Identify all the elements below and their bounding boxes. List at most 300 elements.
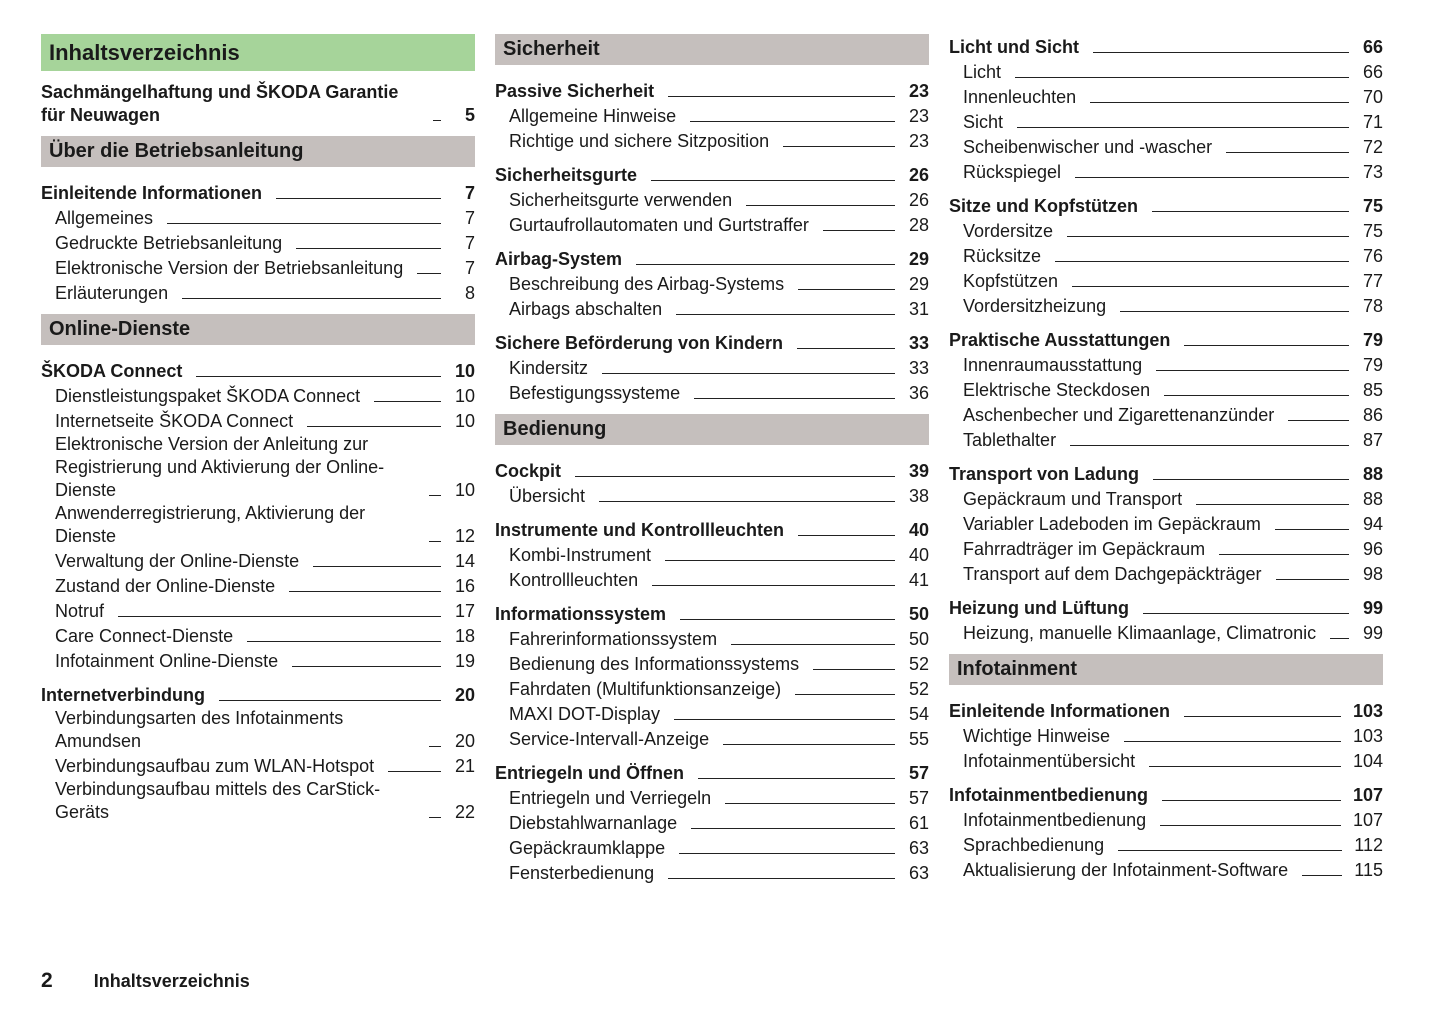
toc-page-number: 7 bbox=[464, 183, 475, 203]
leader-line bbox=[296, 248, 441, 249]
leader-line bbox=[1153, 479, 1349, 480]
toc-group bbox=[495, 458, 929, 508]
toc-page-number: 8 bbox=[464, 283, 475, 303]
toc-subentry[interactable] bbox=[949, 109, 1383, 134]
leader-line bbox=[725, 803, 895, 804]
leader-line bbox=[599, 501, 895, 502]
toc-page-number: 28 bbox=[908, 215, 929, 235]
toc-group bbox=[949, 34, 1383, 184]
toc-entry-title: Richtige und sichere Sitzposition bbox=[509, 131, 770, 151]
leader-line bbox=[665, 560, 895, 561]
toc-subentry[interactable] bbox=[41, 502, 475, 548]
toc-chapter-entry[interactable] bbox=[495, 162, 929, 187]
leader-line bbox=[723, 744, 895, 745]
toc-page-number: 40 bbox=[908, 545, 929, 565]
leader-line bbox=[797, 348, 895, 349]
toc-column-2 bbox=[495, 34, 929, 894]
toc-entry-title: Internetseite ŠKODA Connect bbox=[55, 411, 294, 431]
toc-entry-title: Übersicht bbox=[509, 486, 586, 506]
leader-line bbox=[429, 746, 441, 747]
toc-chapter-entry[interactable] bbox=[495, 246, 929, 271]
toc-entry-title: Kindersitz bbox=[509, 358, 589, 378]
toc-page-number: 79 bbox=[1362, 330, 1383, 350]
toc-chapter-entry[interactable] bbox=[495, 760, 929, 785]
toc-subentry[interactable] bbox=[41, 753, 475, 778]
toc-group bbox=[949, 698, 1383, 773]
toc-subentry[interactable] bbox=[41, 778, 475, 824]
toc-subentry[interactable] bbox=[41, 280, 475, 305]
toc-page-number: 23 bbox=[908, 131, 929, 151]
toc-subentry[interactable] bbox=[495, 380, 929, 405]
toc-entry-title: Innenleuchten bbox=[963, 87, 1077, 107]
toc-entry-title: Anwenderregistrierung, Aktivierung der Dienste bbox=[55, 503, 366, 546]
toc-page-number: 50 bbox=[908, 604, 929, 624]
toc-entry-title: Zustand der Online-Dienste bbox=[55, 576, 276, 596]
toc-chapter-entry[interactable] bbox=[949, 782, 1383, 807]
toc-page-number: 78 bbox=[1362, 296, 1383, 316]
toc-entry-title: Kopfstützen bbox=[963, 271, 1059, 291]
toc-page-number: 71 bbox=[1362, 112, 1383, 132]
toc-chapter-entry[interactable] bbox=[949, 34, 1383, 59]
leader-line bbox=[636, 264, 895, 265]
toc-group bbox=[949, 782, 1383, 882]
toc-subentry[interactable] bbox=[949, 218, 1383, 243]
toc-page-number: 75 bbox=[1362, 221, 1383, 241]
toc-group bbox=[41, 180, 475, 305]
toc-page-number: 63 bbox=[908, 863, 929, 883]
toc-page-number: 10 bbox=[454, 386, 475, 406]
toc-page-number: 41 bbox=[908, 570, 929, 590]
toc-page-number: 33 bbox=[908, 358, 929, 378]
leader-line bbox=[1118, 850, 1342, 851]
toc-entry-title: Gedruckte Betriebsanleitung bbox=[55, 233, 283, 253]
toc-entry-title: Transport von Ladung bbox=[949, 464, 1140, 484]
toc-page-number: 14 bbox=[454, 551, 475, 571]
toc-subentry[interactable] bbox=[495, 726, 929, 751]
toc-entry-title: Diebstahlwarnanlage bbox=[509, 813, 678, 833]
leader-line bbox=[1070, 445, 1349, 446]
toc-page-number: 52 bbox=[908, 679, 929, 699]
toc-subentry[interactable] bbox=[949, 377, 1383, 402]
leader-line bbox=[1330, 638, 1349, 639]
leader-line bbox=[429, 817, 441, 818]
toc-entry-title: Kontrollleuchten bbox=[509, 570, 639, 590]
toc-entry-title: Allgemeine Hinweise bbox=[509, 106, 677, 126]
toc-subentry[interactable] bbox=[495, 542, 929, 567]
toc-page-number: 33 bbox=[908, 333, 929, 353]
toc-page-number: 31 bbox=[908, 299, 929, 319]
toc-subentry[interactable] bbox=[949, 402, 1383, 427]
leader-line bbox=[182, 298, 441, 299]
toc-chapter-entry[interactable] bbox=[949, 461, 1383, 486]
toc-entry-title: Sichere Beförderung von Kindern bbox=[495, 333, 784, 353]
toc-page-number: 87 bbox=[1362, 430, 1383, 450]
section-header: Infotainment bbox=[949, 654, 1383, 685]
toc-page-number: 23 bbox=[908, 106, 929, 126]
toc-subentry[interactable] bbox=[495, 701, 929, 726]
toc-page-number: 107 bbox=[1352, 785, 1383, 805]
toc-group bbox=[949, 327, 1383, 452]
leader-line bbox=[691, 828, 895, 829]
toc-subentry[interactable] bbox=[41, 707, 475, 753]
toc-page-number: 29 bbox=[908, 274, 929, 294]
toc-subentry[interactable] bbox=[495, 355, 929, 380]
leader-line bbox=[680, 619, 895, 620]
toc-entry-title: Gepäckraumklappe bbox=[509, 838, 666, 858]
toc-page-number: 70 bbox=[1362, 87, 1383, 107]
toc-page-number: 104 bbox=[1352, 751, 1383, 771]
toc-entry-title: Airbag-System bbox=[495, 249, 623, 269]
toc-chapter-entry[interactable] bbox=[41, 180, 475, 205]
toc-page-number: 26 bbox=[908, 190, 929, 210]
toc-page-number: 55 bbox=[908, 729, 929, 749]
toc-subentry[interactable] bbox=[495, 567, 929, 592]
leader-line bbox=[1143, 613, 1349, 614]
toc-group bbox=[41, 358, 475, 673]
leader-line bbox=[1090, 102, 1349, 103]
toc-entry-title: Licht bbox=[963, 62, 1002, 82]
toc-page-number: 99 bbox=[1362, 598, 1383, 618]
toc-group bbox=[495, 517, 929, 592]
toc-subentry[interactable] bbox=[949, 723, 1383, 748]
toc-subentry[interactable] bbox=[949, 620, 1383, 645]
toc-entry-title: Entriegeln und Öffnen bbox=[495, 763, 684, 783]
leader-line bbox=[823, 230, 895, 231]
leader-line bbox=[1302, 875, 1342, 876]
page-footer bbox=[41, 969, 250, 993]
leader-line bbox=[798, 535, 895, 536]
leader-line bbox=[1219, 554, 1349, 555]
toc-entry-title: Heizung und Lüftung bbox=[949, 598, 1129, 618]
leader-line bbox=[1164, 395, 1349, 396]
toc-entry-title: Praktische Ausstattungen bbox=[949, 330, 1171, 350]
toc-page-number: 26 bbox=[908, 165, 929, 185]
toc-subentry[interactable] bbox=[41, 255, 475, 280]
toc-subentry[interactable] bbox=[495, 676, 929, 701]
toc-chapter-entry[interactable] bbox=[495, 78, 929, 103]
toc-page-number: 10 bbox=[454, 411, 475, 431]
toc-group bbox=[949, 193, 1383, 318]
toc-subentry[interactable] bbox=[949, 807, 1383, 832]
leader-line bbox=[1015, 77, 1349, 78]
toc-page-number: 29 bbox=[908, 249, 929, 269]
toc-page-number: 66 bbox=[1362, 37, 1383, 57]
toc-entry-title: Befestigungssysteme bbox=[509, 383, 681, 403]
toc-page-number: 76 bbox=[1362, 246, 1383, 266]
toc-chapter-entry[interactable] bbox=[949, 193, 1383, 218]
toc-page-number: 98 bbox=[1362, 564, 1383, 584]
toc-group bbox=[41, 682, 475, 824]
toc-page-number: 112 bbox=[1354, 835, 1383, 855]
toc-entry-title: Passive Sicherheit bbox=[495, 81, 655, 101]
toc-subentry[interactable] bbox=[41, 623, 475, 648]
section-header: Über die Betriebsanleitung bbox=[41, 136, 475, 167]
toc-page-number: 10 bbox=[454, 361, 475, 381]
leader-line bbox=[219, 700, 441, 701]
leader-line bbox=[698, 778, 895, 779]
toc-page-number: 20 bbox=[454, 731, 475, 751]
toc-page-number: 73 bbox=[1362, 162, 1383, 182]
leader-line bbox=[429, 541, 441, 542]
toc-page-number: 50 bbox=[908, 629, 929, 649]
leader-line bbox=[1017, 127, 1349, 128]
toc-page-number: 75 bbox=[1362, 196, 1383, 216]
toc-page-number: 39 bbox=[908, 461, 929, 481]
toc-subentry[interactable] bbox=[949, 243, 1383, 268]
toc-group bbox=[41, 81, 475, 127]
toc-entry-title: Service-Intervall-Anzeige bbox=[509, 729, 710, 749]
toc-subentry[interactable] bbox=[41, 573, 475, 598]
leader-line bbox=[1276, 579, 1350, 580]
toc-page-number: 52 bbox=[908, 654, 929, 674]
toc-chapter-entry[interactable] bbox=[41, 358, 475, 383]
toc-page-number: 115 bbox=[1354, 860, 1383, 880]
leader-line bbox=[247, 641, 441, 642]
toc-subentry[interactable] bbox=[41, 205, 475, 230]
toc-group bbox=[495, 78, 929, 153]
toc-subentry[interactable] bbox=[41, 433, 475, 502]
toc-page-number: 66 bbox=[1362, 62, 1383, 82]
toc-entry-title: Care Connect-Dienste bbox=[55, 626, 234, 646]
toc-subentry[interactable] bbox=[495, 296, 929, 321]
section-header: Bedienung bbox=[495, 414, 929, 445]
toc-subentry[interactable] bbox=[949, 159, 1383, 184]
leader-line bbox=[1120, 311, 1349, 312]
leader-line bbox=[731, 644, 895, 645]
toc-column-1 bbox=[41, 34, 475, 833]
leader-line bbox=[746, 205, 895, 206]
toc-entry-title: Informationssystem bbox=[495, 604, 667, 624]
leader-line bbox=[668, 96, 895, 97]
toc-entry-title: Kombi-Instrument bbox=[509, 545, 652, 565]
toc-subentry[interactable] bbox=[495, 212, 929, 237]
toc-entry-title: Heizung, manuelle Klimaanlage, Climatronic bbox=[963, 623, 1317, 643]
toc-page-number: 12 bbox=[454, 526, 475, 546]
toc-entry-title: Vordersitzheizung bbox=[963, 296, 1107, 316]
toc-subentry[interactable] bbox=[495, 626, 929, 651]
toc-entry-title: Aschenbecher und Zigarettenanzünder bbox=[963, 405, 1275, 425]
toc-chapter-entry[interactable] bbox=[41, 81, 475, 127]
toc-page-number: 40 bbox=[908, 520, 929, 540]
toc-entry-title: Rückspiegel bbox=[963, 162, 1062, 182]
toc-group bbox=[495, 601, 929, 751]
toc-subentry[interactable] bbox=[949, 293, 1383, 318]
toc-entry-title: Notruf bbox=[55, 601, 105, 621]
toc-subentry[interactable] bbox=[949, 561, 1383, 586]
toc-page-number: 57 bbox=[908, 763, 929, 783]
toc-entry-title: Verbindungsaufbau mittels des CarStick-Geräts bbox=[55, 779, 381, 822]
leader-line bbox=[679, 853, 895, 854]
leader-line bbox=[1184, 716, 1341, 717]
toc-subentry[interactable] bbox=[41, 383, 475, 408]
leader-line bbox=[374, 401, 441, 402]
toc-entry-title: Instrumente und Kontrollleuchten bbox=[495, 520, 785, 540]
toc-page-number: 18 bbox=[454, 626, 475, 646]
leader-line bbox=[1124, 741, 1341, 742]
toc-subentry[interactable] bbox=[949, 59, 1383, 84]
toc-entry-title: Fahrdaten (Multifunktionsanzeige) bbox=[509, 679, 782, 699]
toc-chapter-entry[interactable] bbox=[495, 330, 929, 355]
toc-subentry[interactable] bbox=[41, 598, 475, 623]
leader-line bbox=[388, 771, 441, 772]
leader-line bbox=[1162, 800, 1341, 801]
toc-entry-title: Airbags abschalten bbox=[509, 299, 663, 319]
leader-line bbox=[798, 289, 895, 290]
toc-entry-title: Wichtige Hinweise bbox=[963, 726, 1111, 746]
toc-entry-title: Bedienung des Informationssystems bbox=[509, 654, 800, 674]
toc-entry-title: Infotainment Online-Dienste bbox=[55, 651, 279, 671]
toc-page-number: 88 bbox=[1362, 464, 1383, 484]
leader-line bbox=[1160, 825, 1341, 826]
toc-subentry[interactable] bbox=[41, 230, 475, 255]
toc-subentry[interactable] bbox=[949, 511, 1383, 536]
toc-page-number: 63 bbox=[908, 838, 929, 858]
leader-line bbox=[429, 495, 441, 496]
toc-subentry[interactable] bbox=[495, 785, 929, 810]
toc-subentry[interactable] bbox=[949, 748, 1383, 773]
toc-subentry[interactable] bbox=[949, 352, 1383, 377]
leader-line bbox=[1072, 286, 1349, 287]
toc-subentry[interactable] bbox=[495, 271, 929, 296]
toc-chapter-entry[interactable] bbox=[495, 517, 929, 542]
toc-subentry[interactable] bbox=[495, 187, 929, 212]
leader-line bbox=[433, 120, 441, 121]
section-header: Online-Dienste bbox=[41, 314, 475, 345]
toc-entry-title: Aktualisierung der Infotainment-Software bbox=[963, 860, 1289, 880]
toc-subentry[interactable] bbox=[41, 648, 475, 673]
toc-entry-title: Verbindungsarten des Infotainments Amundsen bbox=[55, 708, 344, 751]
toc-entry-title: Tablethalter bbox=[963, 430, 1057, 450]
leader-line bbox=[118, 616, 441, 617]
toc-entry-title: Einleitende Informationen bbox=[41, 183, 263, 203]
toc-subentry[interactable] bbox=[495, 128, 929, 153]
toc-entry-title: Infotainmentbedienung bbox=[963, 810, 1147, 830]
toc-subentry[interactable] bbox=[495, 860, 929, 885]
page-number: 2 bbox=[41, 969, 53, 992]
toc-entry-title: Sprachbedienung bbox=[963, 835, 1105, 855]
toc-entry-title: Elektronische Version der Betriebsanleitung bbox=[55, 258, 404, 278]
toc-group bbox=[495, 246, 929, 321]
toc-page-number: 57 bbox=[908, 788, 929, 808]
leader-line bbox=[1093, 52, 1349, 53]
leader-line bbox=[575, 476, 895, 477]
toc-page-number: 21 bbox=[454, 756, 475, 776]
toc-entry-title: Transport auf dem Dachgepäckträger bbox=[963, 564, 1262, 584]
toc-subentry[interactable] bbox=[949, 857, 1383, 882]
leader-line bbox=[1275, 529, 1349, 530]
leader-line bbox=[652, 585, 895, 586]
toc-subentry[interactable] bbox=[495, 810, 929, 835]
toc-entry-title: Elektronische Version der Anleitung zur Registrierung und Aktivierung der Online-Dienste bbox=[55, 434, 385, 500]
toc-subentry[interactable] bbox=[949, 427, 1383, 452]
leader-line bbox=[1152, 211, 1349, 212]
toc-page-number: 10 bbox=[454, 480, 475, 500]
toc-subentry[interactable] bbox=[495, 835, 929, 860]
leader-line bbox=[668, 878, 895, 879]
toc-entry-title: Internetverbindung bbox=[41, 685, 206, 705]
leader-line bbox=[1075, 177, 1349, 178]
toc-entry-title: Infotainmentübersicht bbox=[963, 751, 1136, 771]
toc-subentry[interactable] bbox=[949, 268, 1383, 293]
toc-entry-title: Scheibenwischer und -wascher bbox=[963, 137, 1213, 157]
toc-chapter-entry[interactable] bbox=[495, 601, 929, 626]
toc-chapter-entry[interactable] bbox=[949, 327, 1383, 352]
leader-line bbox=[690, 121, 895, 122]
leader-line bbox=[783, 146, 895, 147]
toc-page-number: 19 bbox=[454, 651, 475, 671]
toc-entry-title: Verbindungsaufbau zum WLAN-Hotspot bbox=[55, 756, 375, 776]
toc-subentry[interactable] bbox=[41, 548, 475, 573]
leader-line bbox=[1149, 766, 1341, 767]
leader-line bbox=[1067, 236, 1349, 237]
toc-page-number: 94 bbox=[1362, 514, 1383, 534]
toc-subentry[interactable] bbox=[949, 84, 1383, 109]
toc-subentry[interactable] bbox=[495, 651, 929, 676]
toc-subentry[interactable] bbox=[495, 483, 929, 508]
toc-entry-title: Innenraumausstattung bbox=[963, 355, 1143, 375]
toc-entry-title: Sicht bbox=[963, 112, 1004, 132]
toc-group bbox=[949, 461, 1383, 586]
toc-page-number: 86 bbox=[1362, 405, 1383, 425]
toc-chapter-entry[interactable] bbox=[41, 682, 475, 707]
footer-title: Inhaltsverzeichnis bbox=[93, 971, 250, 991]
toc-entry-title: Verwaltung der Online-Dienste bbox=[55, 551, 300, 571]
toc-entry-title: Sicherheitsgurte verwenden bbox=[509, 190, 733, 210]
toc-page-number: 36 bbox=[908, 383, 929, 403]
toc-entry-title: Einleitende Informationen bbox=[949, 701, 1171, 721]
toc-group bbox=[949, 595, 1383, 645]
toc-chapter-entry[interactable] bbox=[949, 698, 1383, 723]
toc-group bbox=[495, 330, 929, 405]
toc-page-number: 38 bbox=[908, 486, 929, 506]
toc-entry-title: Rücksitze bbox=[963, 246, 1042, 266]
toc-chapter-entry[interactable] bbox=[949, 595, 1383, 620]
toc-page-number: 88 bbox=[1362, 489, 1383, 509]
toc-column-3 bbox=[949, 34, 1383, 891]
leader-line bbox=[196, 376, 441, 377]
leader-line bbox=[1226, 152, 1349, 153]
toc-page-number: 7 bbox=[464, 208, 475, 228]
leader-line bbox=[676, 314, 895, 315]
toc-page-number: 7 bbox=[464, 258, 475, 278]
toc-entry-title: Gepäckraum und Transport bbox=[963, 489, 1183, 509]
leader-line bbox=[167, 223, 441, 224]
toc-subentry[interactable] bbox=[949, 486, 1383, 511]
leader-line bbox=[1184, 345, 1349, 346]
toc-page-number: 20 bbox=[454, 685, 475, 705]
toc-chapter-entry[interactable] bbox=[495, 458, 929, 483]
toc-page-number: 17 bbox=[454, 601, 475, 621]
toc-subentry[interactable] bbox=[949, 134, 1383, 159]
toc-page-number: 77 bbox=[1362, 271, 1383, 291]
toc-subentry[interactable] bbox=[949, 832, 1383, 857]
leader-line bbox=[1196, 504, 1349, 505]
leader-line bbox=[292, 666, 441, 667]
leader-line bbox=[417, 273, 441, 274]
section-header: Inhaltsverzeichnis bbox=[41, 34, 475, 71]
toc-page-number: 103 bbox=[1352, 701, 1383, 721]
toc-page-number: 54 bbox=[908, 704, 929, 724]
toc-subentry[interactable] bbox=[949, 536, 1383, 561]
toc-subentry[interactable] bbox=[495, 103, 929, 128]
toc-entry-title: Gurtaufrollautomaten und Gurtstraffer bbox=[509, 215, 809, 235]
toc-entry-title: Licht und Sicht bbox=[949, 37, 1079, 57]
toc-subentry[interactable] bbox=[41, 408, 475, 433]
toc-page-number: 22 bbox=[454, 802, 475, 822]
leader-line bbox=[1055, 261, 1349, 262]
toc-entry-title: Infotainmentbedienung bbox=[949, 785, 1148, 805]
toc-entry-title: Variabler Ladeboden im Gepäckraum bbox=[963, 514, 1261, 534]
